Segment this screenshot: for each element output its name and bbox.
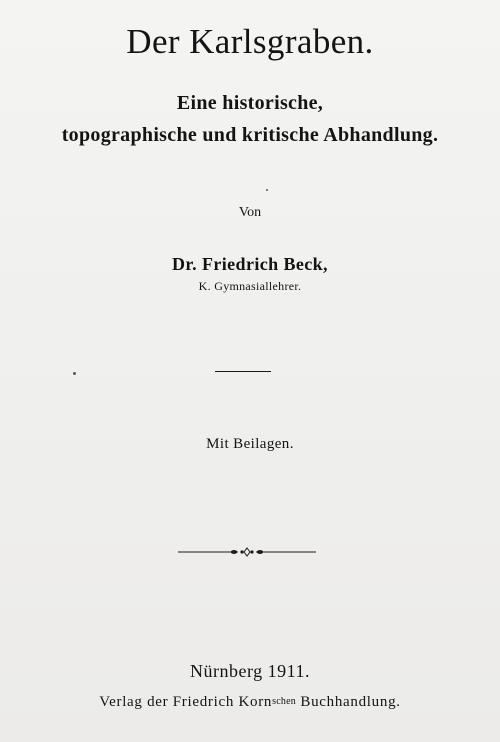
author-name: Dr. Friedrich Beck, (172, 254, 328, 274)
by-label: Von (238, 205, 262, 220)
publisher-small-suffix: schen (272, 696, 296, 707)
paper-speck (266, 189, 268, 191)
subtitle-line-2: topographische und kritische Abhandlung. (61, 124, 439, 146)
publisher-prefix: Verlag der Friedrich Korn (99, 694, 273, 710)
ornament-divider-icon (178, 545, 316, 559)
subtitle-line-1: Eine historische, (176, 92, 324, 114)
place-and-year: Nürnberg 1911. (190, 661, 310, 681)
author-role: K. Gymnasiallehrer. (198, 279, 302, 293)
supplements-note: Mit Beilagen. (206, 436, 294, 452)
publisher-suffix: Buchhandlung. (300, 694, 401, 710)
publisher-line (0, 694, 500, 711)
divider-rule (215, 371, 271, 372)
paper-speck (73, 372, 76, 375)
book-title: Der Karlsgraben. (126, 22, 374, 61)
